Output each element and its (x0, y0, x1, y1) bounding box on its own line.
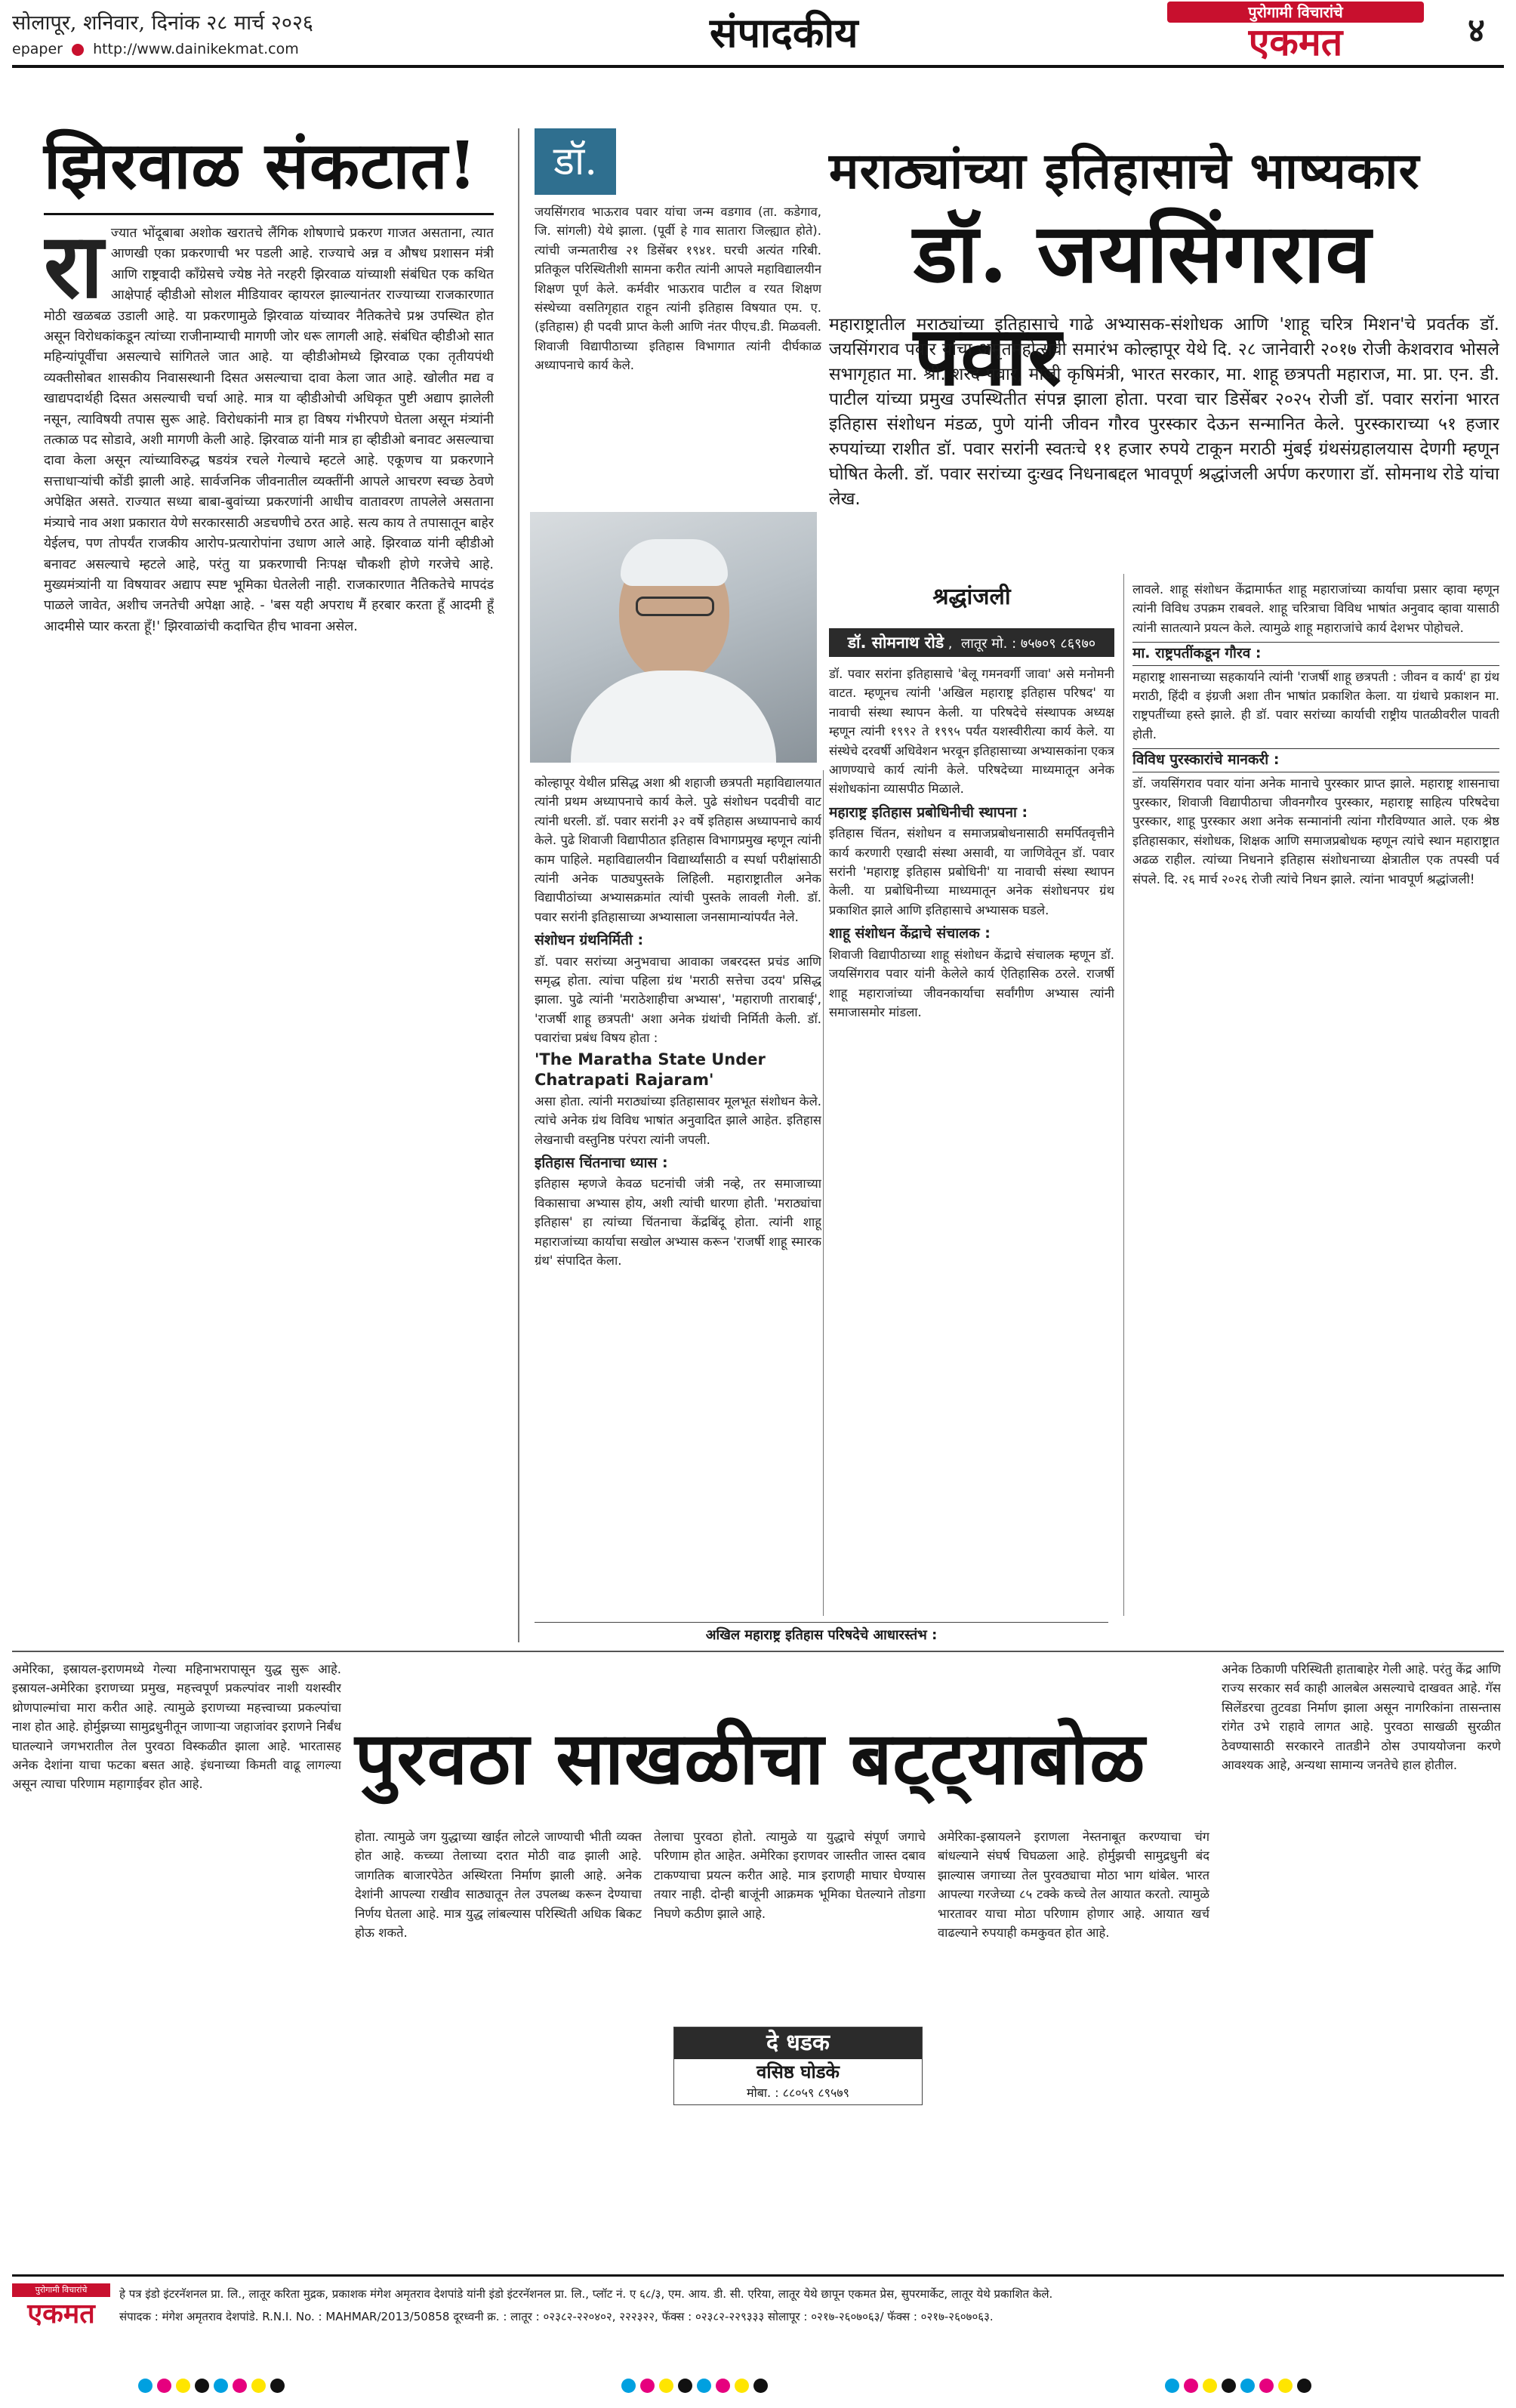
feature-col-1: अमेरिका, इस्रायल-इराणमध्ये गेल्या महिनाभरापासून युद्ध सुरू आहे. इस्रायल-अमेरिका इराणच्या प्रमुख, महत्त्वपूर्ण प्रकल्पांवर नाशी यशस्वीर थ्रोणपाल्मांचा मारा करीत आहे. त्यामुळे इराणच्या महत्त्वाच्या प्रकल्पांचा नाश होत आहे. होर्मुझच्या सामुद्रधुनीतून जाणाऱ्या जहाजांवर इराणने निर्बंध घातल्याने जगभरातील तेल पुरवठा विस्कळीत झाला आहे. भारतासह अनेक देशांना याचा फटका बसत आहे. इंधनाच्या किमती वाढू लागल्या असून त्याचा परिणाम महागाईवर होत आहे. (12, 1662, 341, 1792)
header-rule (12, 65, 1504, 68)
page-number: ४ (1468, 11, 1485, 50)
editorial-body (44, 224, 494, 1625)
left-para-4: इतिहास म्हणजे केवळ घटनांची जंत्री नव्हे, तर समाजाच्या विकासाचा अभ्यास होय, अशी त्यांची धारणा होती. 'मराठ्यांचा इतिहास' हा त्यांच्या चिंतनाचा केंद्रबिंदू होता. त्यांनी शाहू महाराजांच्या कार्याचा सखोल अभ्यास करून 'राजर्षी शाहू स्मारक ग्रंथ' संपादित केला. (535, 1176, 821, 1268)
footer-logo-tagline: पुरोगामी विचारांचे (12, 2283, 110, 2297)
epaper-label: epaper (12, 41, 63, 57)
dr-badge: डॉ. (535, 128, 616, 195)
logo-tagline: पुरोगामी विचारांचे (1167, 2, 1424, 23)
right-para-2: महाराष्ट्र शासनाच्या सहकार्याने त्यांनी 'राजर्षी शाहू छत्रपती : जीवन व कार्य' हा ग्रंथ मराठी, हिंदी व इंग्रजी अशा तीन भाषांत प्रकाशित केला. या ग्रंथाचे प्रकाशन मा. राष्ट्रपतींच्या हस्ते झाले. ही डॉ. पवार सरांच्या कार्याची राष्ट्रीय पातळीवरील पावती होती. (1132, 669, 1499, 742)
dropcap: रा (44, 224, 103, 318)
footer-logo-name: एकमत (27, 2299, 95, 2329)
date-line: सोलापूर, शनिवार, दिनांक २८ मार्च २०२६ (12, 11, 313, 35)
left-para-1: कोल्हापूर येथील प्रसिद्ध अशा श्री शहाजी छत्रपती महाविद्यालयात त्यांनी प्रथम अध्यापनाचे कार्य केले. पुढे संशोधन पदवीची वाट त्यांनी धरली. डॉ. पवार सरांनी ३२ वर्षे इतिहास अध्यापनाचे कार्य केले. पुढे शिवाजी विद्यापीठात इतिहास विभागप्रमुख म्हणून त्यांनी काम पाहिले. महाविद्यालयीन विद्यार्थ्यांसाठी व स्पर्धा परीक्षांसाठी त्यांनी अनेक पाठ्यपुस्तके लिहिली. महाराष्ट्रातील अनेक विद्यापीठांच्या अभ्यासक्रमांत त्यांची पुस्तके लावली गेली. डॉ. पवार सरांनी इतिहासाच्या अभ्यासाला जनसामान्यांपर्यंत नेले. (535, 775, 821, 924)
left-para-3: असा होता. त्यांनी मराठ्यांच्या इतिहासावर मूलभूत संशोधन केले. त्यांचे अनेक ग्रंथ विविध भाषांत अनुवादित झाले आहेत. इतिहास लेखनाची वस्तुनिष्ठ परंपरा त्यांनी जपली. (535, 1093, 821, 1147)
mid-para-2: इतिहास चिंतन, संशोधन व समाजप्रबोधनासाठी समर्पितवृत्तीने कार्य करणारी एखादी संस्था असावी, या जाणिवेतून डॉ. पवार सरांनी 'महाराष्ट्र इतिहास प्रबोधिनी' या नावाची संस्था स्थापन केली. या प्रबोधिनीच्या माध्यमातून अनेक संशोधनपर ग्रंथ प्रकाशित झाले आणि इतिहासाचे अभ्यासक घडले. (829, 826, 1114, 917)
registration-marks-left (136, 2379, 287, 2396)
header-logo (1167, 2, 1424, 63)
editorial-text: ज्यात भोंदूबाबा अशोक खरातचे लैंगिक शोषणाचे प्रकरण गाजत असताना, त्यात आणखी एका प्रकरणाची भर पडली आहे. राज्याचे अन्न व औषध प्रशासन मंत्री आणि राष्ट्रवादी काँग्रेसचे ज्येष्ठ नेते नरहरी झिरवाळ यांच्याशी संबंधित एक कथित आक्षेपार्ह व्हीडीओ सोशल मीडियावर व्हायरल झाल्यानंतर राज्याच्या राजकारणात मोठी खळबळ उडाली आहे. या प्रकरणामुळे झिरवाळ यांच्यावर नैतिकतेचे प्रश्न उपस्थित होत असून विरोधकांकडून त्यांच्या राजीनाम्याची मागणी जोर धरू लागली आहे. संबंधित व्हीडीओ सात महिन्यांपूर्वीचा असल्याचे सांगितले जात आहे. या व्हीडीओमध्ये झिरवाळ एका तृतीयपंथी व्यक्तीसोबत शासकीय निवासस्थानी दिसत असल्याचा दावा केला जात आहे. खोलीत मद्य व खाद्यपदार्थही दिसत असल्याची चर्चा आहे. मात्र या व्हीडीओची अधिकृत पुष्टी अद्याप झालेली नसून, त्याविषयी तपास सुरू आहे. विरोधकांनी मात्र हा विषय गंभीरपणे घेतला असून मंत्र्यांनी तत्काळ पद सोडावे, अशी मागणी केली आहे. झिरवाळ यांनी मात्र हा व्हीडीओ बनावट असल्याचा दावा केला असून त्यांच्याविरुद्ध षडयंत्र रचले गेल्याचे म्हटले आहे. एकूणच या प्रकरणाने सत्ताधाऱ्यांची कोंडी झाली आहे. सार्वजनिक जीवनातील व्यक्तींनी आपले आचरण स्वच्छ ठेवणे अपेक्षित असते. राज्यात सध्या बाबा-बुवांच्या प्रकरणांनी आधीच वातावरण तापलेले असताना मंत्र्याचे नाव अशा प्रकारात येणे सरकारसाठी अडचणीचे ठरत आहे. सत्य काय ते तपासातून बाहेर येईलच, पण तोपर्यंत राजकीय आरोप-प्रत्यारोपांना उधाण आले आहे. झिरवाळ यांनी व्हीडीओ बनावट असल्याचे म्हटले आहे, परंतु या प्रकरणाची निःपक्ष चौकशी होणे गरजेचे आहे. मुख्यमंत्र्यांनी या विषयावर अद्याप स्पष्ट भूमिका घेतलेली नाही. राजकारणात नैतिकतेचे मापदंड पाळले जावेत, अशीच जनतेची अपेक्षा आहे. - 'बस यही अपराध मैं हरबार करता हूँ आदमी हूँ आदमीसे प्यार करता हूँ!' झिरवाळांची कदाचित हीच भावना असेल. (44, 226, 494, 634)
english-title: 'The Maratha State Under Chatrapati Rajaram' (535, 1050, 766, 1089)
editorial-headline: झिरवाळ संकटात! (44, 128, 478, 204)
author-name: डॉ. सोमनाथ रोडे (847, 634, 944, 652)
epaper-link[interactable] (12, 41, 299, 57)
mid-para-3: शिवाजी विद्यापीठाच्या शाहू संशोधन केंद्राचे संचालक म्हणून डॉ. जयसिंगराव पवार यांनी केलेले कार्य ऐतिहासिक ठरले. राजर्षी शाहू महाराजांच्या जीवनकार्याचा सर्वांगीण अभ्यास त्यांनी समाजासमोर मांडला. (829, 947, 1114, 1019)
right-para-3: डॉ. जयसिंगराव पवार यांना अनेक मानाचे पुरस्कार प्राप्त झाले. महाराष्ट्र शासनाचा पुरस्कार, शिवाजी विद्यापीठाचा जीवनगौरव पुरस्कार, महाराष्ट्र साहित्य परिषदेचा पुरस्कार, शाहू पुरस्कार अशा अनेक सन्मानांनी त्यांना गौरविण्यात आले. एक श्रेष्ठ इतिहासकार, संशोधक, शिक्षक आणि समाजप्रबोधक म्हणून त्यांचे स्थान महाराष्ट्रात अढळ राहील. त्यांच्या निधनाने इतिहास संशोधनाच्या क्षेत्रातील एक तपस्वी पर्व संपले. दि. २६ मार्च २०२६ रोजी त्यांचे निधन झाले. त्यांना भावपूर्ण श्रद्धांजली! (1132, 775, 1499, 886)
footer-logo (12, 2283, 110, 2333)
tribute-intro: जयसिंगराव भाऊराव पवार यांचा जन्म वडगाव (ता. कडेगाव, जि. सांगली) येथे झाला. (पूर्वी हे गाव सातारा जिल्ह्यात होते). त्यांची जन्मतारीख २१ डिसेंबर १९४१. घरची अत्यंत गरिबी. प्रतिकूल परिस्थितीशी सामना करीत त्यांनी आपले महाविद्यालयीन शिक्षण पूर्ण केले. कर्मवीर भाऊराव पाटील व रयत शिक्षण संस्थेच्या वसतिगृहात राहून त्यांनी इतिहास विषयात एम. ए. (इतिहास) ही पदवी प्राप्त केली आणि नंतर पीएच.डी. मिळवली. शिवाजी विद्यापीठाच्या इतिहास विभागात त्यांनी दीर्घकाळ अध्यापनाचे कार्य केले. (535, 205, 821, 373)
tribute-left-col (535, 773, 821, 1642)
left-subhead-1: संशोधन ग्रंथनिर्मिती : (535, 932, 644, 949)
left-subhead-3: अखिल महाराष्ट्र इतिहास परिषदेचे आधारस्तंभ : (535, 1622, 1108, 1644)
feature-headline: पुरवठा साखळीचा बट्ट्याबोळ (355, 1716, 1146, 1801)
right-para-1: लावले. शाहू संशोधन केंद्रामार्फत शाहू महाराजांच्या कार्याचा प्रसार व्हावा म्हणून त्यांनी विविध उपक्रम राबवले. शाहू चरित्राचा विविध भाषांत अनुवाद व्हावा यासाठी त्यांनी सातत्याने प्रयत्न केले. त्यामुळे शाहू महाराजांचे कार्य देशभर पोहोचले. (1132, 582, 1499, 635)
footer-imprint-1: हे पत्र इंडो इंटरनॅशनल प्रा. लि., लातूर करिता मुद्रक, प्रकाशक मंगेश अमृतराव देशपांडे यांनी इंडो इंटरनॅशनल प्रा. लि., प्लॉट नं. ए ६८/३, एम. आय. डी. सी. एरिया, लातूर येथे छापून एकमत प्रेस, सुपरमार्केट, लातूर येथे प्रकाशित केले. (119, 2287, 1053, 2301)
left-subhead-2: इतिहास चिंतनाचा ध्यास : (535, 1154, 668, 1171)
section-title: संपादकीय (710, 8, 858, 57)
portrait-glasses (636, 597, 714, 616)
registration-marks-center (619, 2379, 770, 2396)
portrait-photo (530, 512, 817, 763)
tribute-headline-top: मराठ्यांच्या इतिहासाचे भाष्यकार (829, 141, 1420, 200)
editorial-underline (44, 213, 494, 215)
tribute-summary: महाराष्ट्रातील मराठ्यांच्या इतिहासाचे गाढे अभ्यासक-संशोधक आणि 'शाहू चरित्र मिशन'चे प्रवर्तक डॉ. जयसिंगराव पवार यांचा अमृतमहोत्सवी समारंभ कोल्हापूर येथे दि. २८ जानेवारी २०१७ रोजी केशवराव भोसले सभागृहात मा. श्री. शरद पवार, माजी कृषिमंत्री, भारत सरकार, मा. शाहू छत्रपती महाराज, मा. प्रा. एन. डी. पाटील यांच्या प्रमुख उपस्थितीत संपन्न झाला होता. परवा चार डिसेंबर २०२५ रोजी डॉ. पवार सरांना भारत इतिहास संशोधन मंडळ, पुणे यांनी जीवन गौरव पुरस्कार देऊन सन्मानित केले. पुरस्काराच्या ५१ हजार रुपयांच्या राशीत डॉ. पवार सरांनी स्वतःचे ११ हजार रुपये टाकून मराठी मुंबई ग्रंथसंग्रहालयास देणगी म्हणून घोषित केली. डॉ. पवार सरांच्या दुःखद निधनाबद्दल भावपूर्ण श्रद्धांजली अर्पण करणारा डॉ. सोमनाथ रोडे यांचा लेख. (829, 315, 1499, 509)
portrait-hair (621, 539, 728, 586)
footer-imprint-2: संपादक : मंगेश अमृतराव देशपांडे. R.N.I. No. : MAHMAR/2013/50858 दूरध्वनी क्र. : लातूर : ०२३८२-२२०४०२, २२२३२२, फॅक्स : ०२३८२-२२९३३३ सोलापूर : ०२१७-२६०७०६३/ फॅक्स : ०२१७-२६०७०६३. (119, 2310, 994, 2323)
globe-icon (72, 44, 84, 56)
author-box-title: दे धडक (674, 2027, 922, 2059)
feature-col-4: अमेरिका-इस्रायलने इराणला नेस्तनाबूत करण्याचा चंग बांधल्याने संघर्ष चिघळला आहे. होर्मुझची सामुद्रधुनी बंद झाल्यास जगाच्या तेल पुरवठ्याचा मोठा भाग थांबेल. भारत आपल्या गरजेच्या ८५ टक्के कच्चे तेल आयात करतो. त्यामुळे भारतावर याचा मोठा परिणाम होणार आहे. आयात खर्च वाढल्याने रुपयाही कमकुवत होत आहे. (938, 1830, 1209, 1941)
author-place: लातूर मो. : ७५७०९ ८६९७० (960, 636, 1096, 652)
tribute-divider-1 (823, 770, 824, 1616)
feature-author-name: वसिष्ठ घोडके (756, 2061, 840, 2083)
logo-name: एकमत (1248, 20, 1343, 64)
feature-col-3: तेलाचा पुरवठा होतो. त्यामुळे या युद्धाचे संपूर्ण जगाचे परिणाम होत आहेत. अमेरिका इराणवर जास्तीत जास्त दबाव टाकण्याचा प्रयत्न करीत आहे. मात्र इराणही माघार घेण्यास तयार नाही. दोन्ही बाजूंनी आक्रमक भूमिका घेतल्याने तोडगा निघणे कठीण झाले आहे. (654, 1830, 926, 1921)
feature-col-2: होता. त्यामुळे जग युद्धाच्या खाईत लोटले जाण्याची भीती व्यक्त होत आहे. कच्च्या तेलाच्या दरात मोठी वाढ झाली आहे. जागतिक बाजारपेठेत अस्थिरता निर्माण झाली आहे. अनेक देशांनी आपल्या राखीव साठ्यातून तेल उपलब्ध करून देण्याचा निर्णय घेतला आहे. मात्र युद्ध लांबल्यास परिस्थिती अधिक बिकट होऊ शकते. (355, 1830, 642, 1941)
shraddhanjali-label: श्रद्धांजली (932, 584, 1011, 610)
footer-rule (12, 2274, 1504, 2277)
section-rule (12, 1651, 1504, 1652)
feature-col-5: अनेक ठिकाणी परिस्थिती हाताबाहेर गेली आहे. परंतु केंद्र आणि राज्य सरकार सर्व काही आलबेल असल्याचे दाखवत आहे. गॅस सिलेंडरचा तुटवडा निर्माण झाला असून नागरिकांना तासन्तास रांगेत उभे राहावे लागत आहे. पुरवठा साखळी सुरळीत ठेवण्यासाठी सरकारने तातडीने ठोस उपाययोजना करणे आवश्यक आहे, अन्यथा सामान्य जनतेचे हाल होतील. (1222, 1662, 1501, 1773)
mid-subhead-2: शाहू संशोधन केंद्राचे संचालक : (829, 925, 991, 942)
mid-para-1: डॉ. पवार सरांना इतिहासाचे 'बेलू गमनवर्गी जावा' असे मनोमनी वाटत. म्हणूनच त्यांनी 'अखिल महाराष्ट्र इतिहास परिषद' या नावाची संस्था स्थापन केली. या परिषदेचे संस्थापक अध्यक्ष म्हणून त्यांनी १९९२ ते १९९५ पर्यंत यशस्वीरीत्या कार्य केले. या संस्थेचे दरवर्षी अधिवेशन भरवून इतिहासाच्या अभ्यासकांना एकत्र आणण्याचे कार्य त्यांनी केले. परिषदेच्या माध्यमातून अनेक संशोधकांना व्यासपीठ मिळाले. (829, 667, 1114, 797)
right-subhead-1: मा. राष्ट्रपतींकडून गौरव : (1132, 642, 1499, 665)
epaper-url: http://www.dainikekmat.com (93, 41, 299, 57)
tribute-right-col (1132, 580, 1499, 1645)
registration-marks-right (1163, 2379, 1314, 2396)
column-divider (518, 128, 519, 1642)
mid-subhead-1: महाराष्ट्र इतिहास प्रबोधिनीची स्थापना : (829, 803, 1028, 821)
portrait-body (571, 671, 776, 763)
tribute-mid-col (829, 664, 1114, 1614)
left-para-2: डॉ. पवार सरांच्या अनुभवाचा आवाका जबरदस्त प्रचंड आणि समृद्ध होता. त्यांचा पहिला ग्रंथ 'मराठी सत्तेचा उदय' प्रसिद्ध झाला. पुढे त्यांनी 'मराठेशाहीचा अभ्यास', 'महाराणी ताराबाई', 'राजर्षी शाहू छत्रपती' अशा अनेक ग्रंथांची निर्मिती केली. डॉ. पवारांचा प्रबंध विषय होता : (535, 954, 821, 1046)
tribute-divider-2 (1123, 574, 1124, 1616)
tribute-headline-name: डॉ. जयसिंगराव पवार (914, 206, 1372, 404)
right-subhead-2: विविध पुरस्कारांचे मानकरी : (1132, 748, 1499, 772)
author-box (673, 2027, 923, 2105)
author-byline: डॉ. सोमनाथ रोडे , लातूर मो. : ७५७०९ ८६९७० (829, 628, 1114, 657)
feature-author-phone: मोबा. : ८८०५९ ८९५७९ (747, 2086, 849, 2100)
